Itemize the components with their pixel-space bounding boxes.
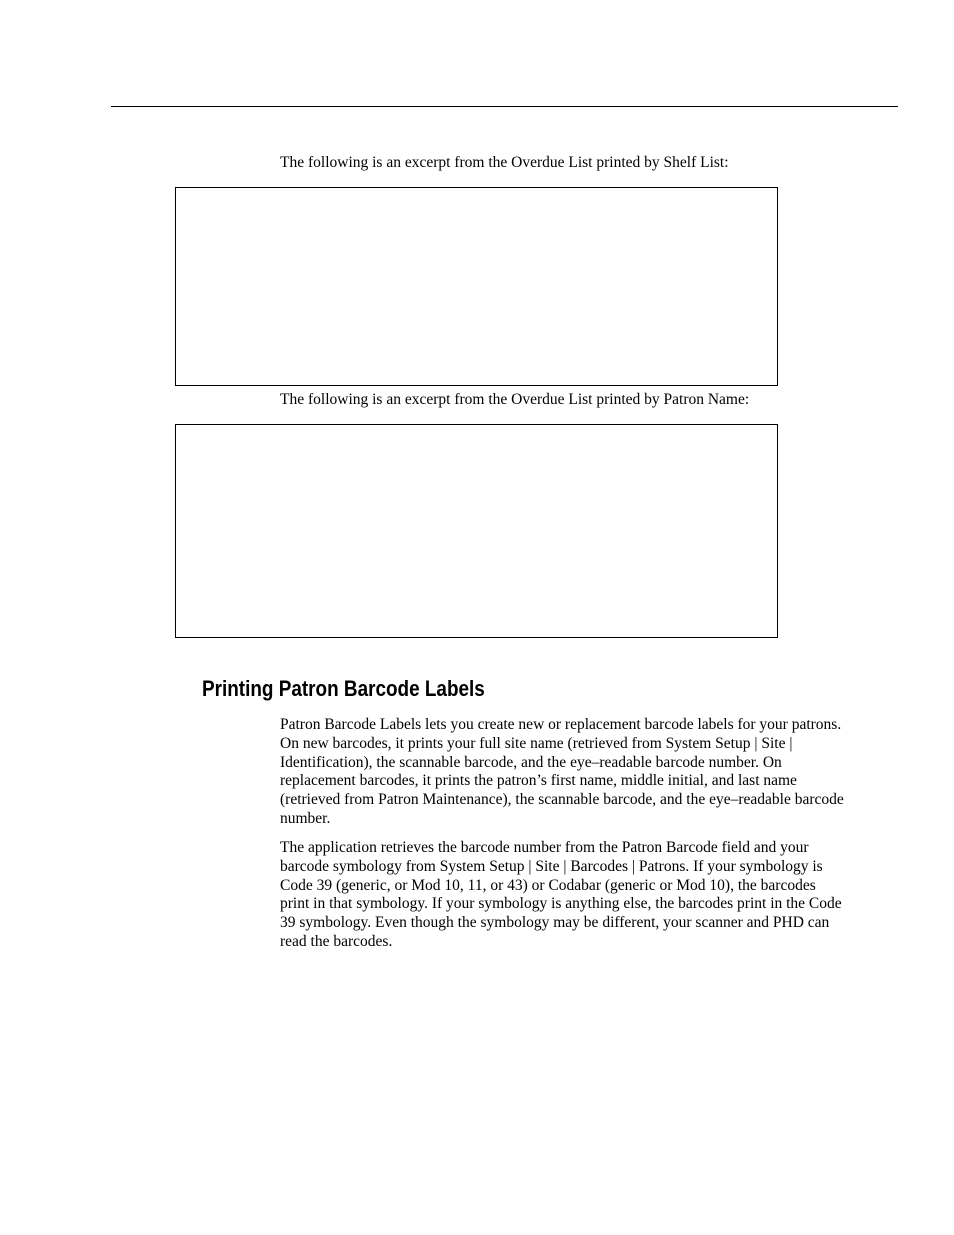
paragraph-barcode-symbology: The application retrieves the barcode number from the Patron Barcode field and your barcode symbology from System Setup | Site | Barcodes | Patrons. If your symbology is Code 39 (generic, or Mod 10, 11, or 43) or Codabar (generic or Mod 10), the barcodes print in that symbology. If your symbology is anything else, the barcodes print in the Code 39 symbology. Even though the symbology may be different, your scanner and PHD can read the barcodes.: [280, 839, 842, 950]
shelf-list-excerpt-frame: [175, 187, 778, 386]
header-rule: [111, 106, 898, 107]
paragraph-patron-barcode-labels: Patron Barcode Labels lets you create new or replacement barcode labels for your patrons. On new barcodes, it prints your full site name (retrieved from System Setup | Site | Identification), the scannable barcode, and the eye–readable barcode number. On replacement barcodes, it prints the patron’s first name, middle initial, and last name (retrieved from Patron Maintenance), the scannable barcode, and the eye–readable barcode number.: [280, 716, 844, 827]
intro-patron-name: The following is an excerpt from the Overdue List printed by Patron Name:: [280, 391, 750, 408]
intro-shelf-list: The following is an excerpt from the Overdue List printed by Shelf List:: [280, 154, 729, 171]
section-heading: Printing Patron Barcode Labels: [202, 676, 485, 701]
patron-name-excerpt-frame: [175, 424, 778, 638]
